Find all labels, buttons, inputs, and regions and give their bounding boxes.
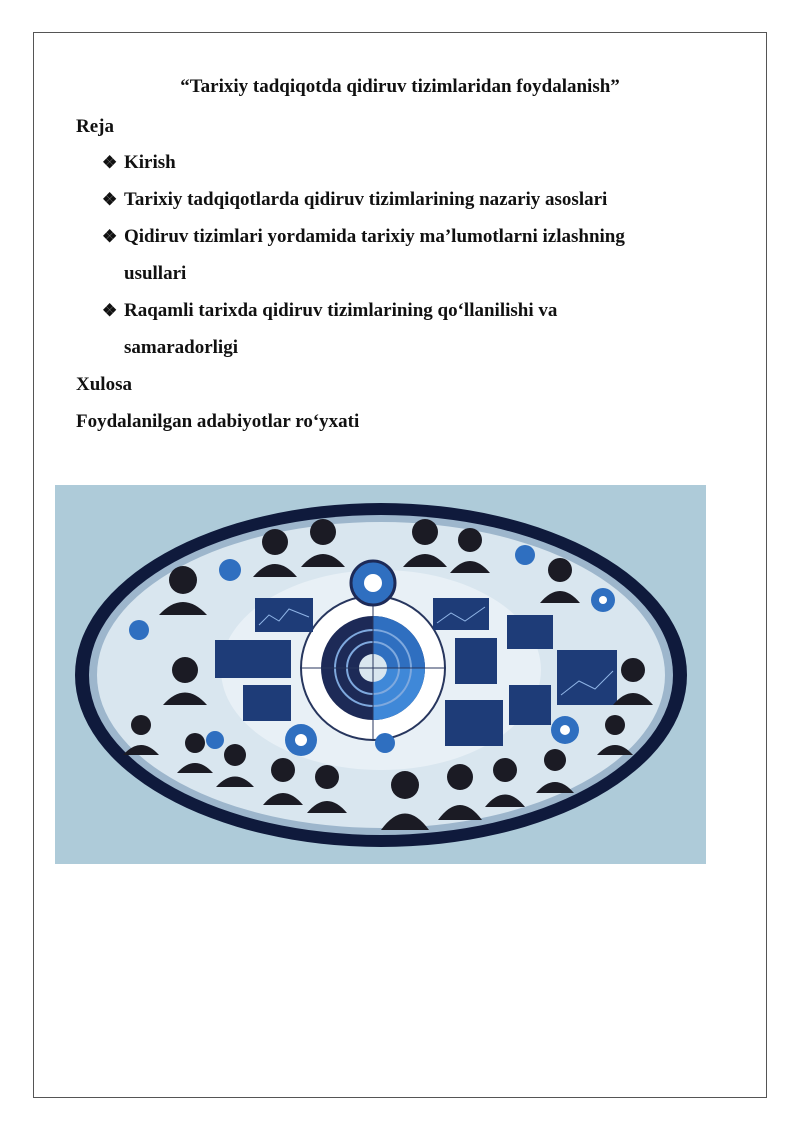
plan-item-1	[102, 152, 176, 174]
plan-item-text: Raqamli tarixda qidiruv tizimlarining qo‘llanilishi va	[124, 300, 558, 321]
conclusion-heading: Xulosa	[76, 374, 132, 395]
plan-item-3-continuation: usullari	[124, 263, 187, 284]
document-title: “Tarixiy tadqiqotda qidiruv tizimlaridan foydalanish”	[180, 76, 620, 97]
plan-item-4-continuation: samaradorligi	[124, 337, 238, 358]
diamond-bullet-icon: ❖	[102, 227, 118, 246]
illustration-drawing	[55, 485, 706, 864]
references-heading: Foydalanilgan adabiyotlar ro‘yxati	[76, 411, 360, 432]
plan-item-4	[102, 300, 557, 322]
diamond-bullet-icon: ❖	[102, 301, 118, 320]
plan-heading: Reja	[76, 116, 114, 137]
plan-item-2	[102, 189, 607, 211]
plan-item-text: Kirish	[124, 152, 176, 173]
central-wheel	[301, 596, 445, 740]
illustration-image	[55, 485, 706, 864]
diamond-bullet-icon: ❖	[102, 153, 118, 172]
plan-item-text: Tarixiy tadqiqotlarda qidiruv tizimlarining nazariy asoslari	[124, 189, 608, 210]
plan-item-text: Qidiruv tizimlari yordamida tarixiy ma’lumotlarni izlashning	[124, 226, 625, 247]
plan-item-3	[102, 226, 625, 248]
diamond-bullet-icon: ❖	[102, 190, 118, 209]
